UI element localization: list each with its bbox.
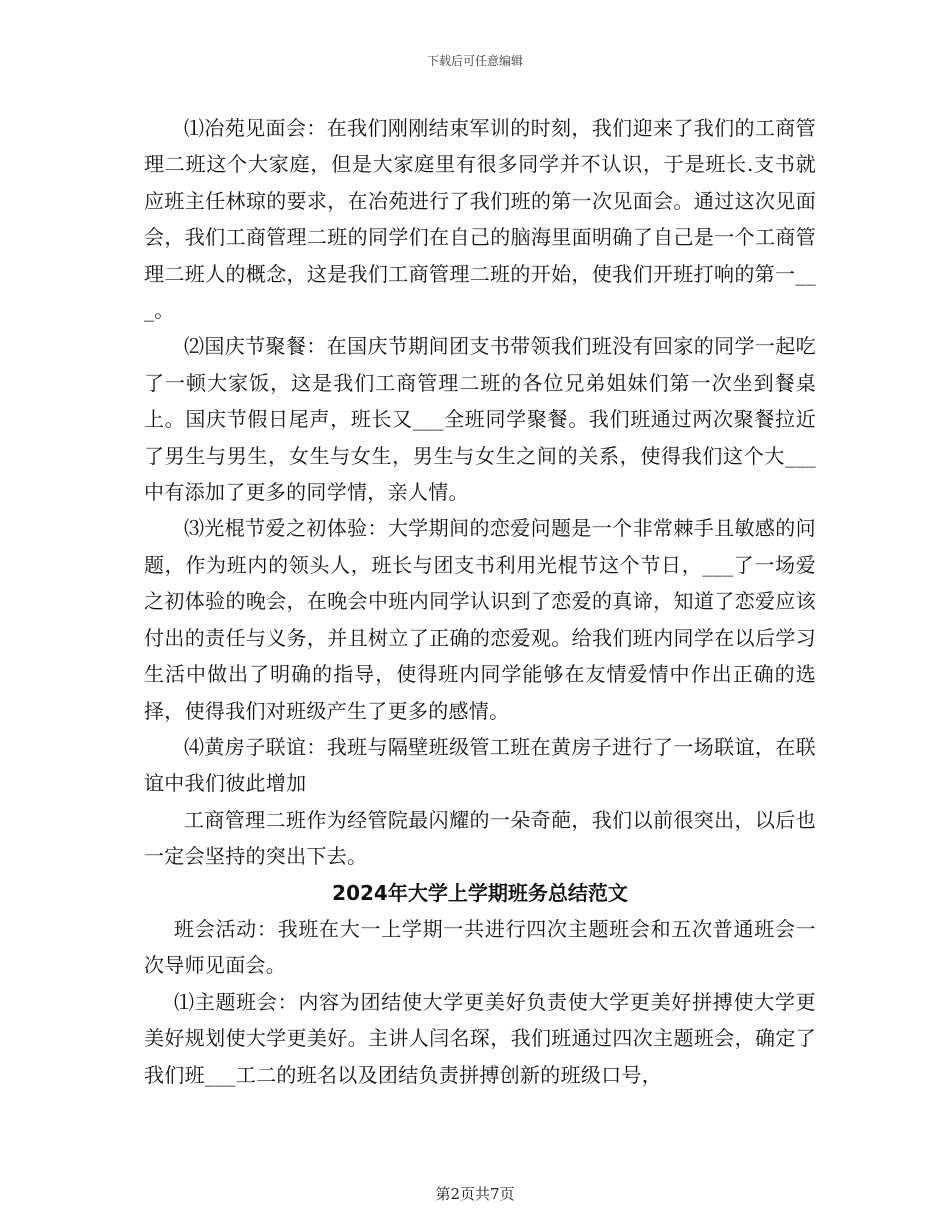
paragraph-singles-day-event: ⑶光棍节爱之初体验：大学期间的恋爱问题是一个非常棘手且敏感的问题，作为班内的领头人，班长与团支书利用光棍节这个节日，___了一场爱之初体验的晚会，在晚会中班内同学认识到了恋爱的真谛，知道了恋爱应该付出的责任与义务，并且树立了正确的恋爱观。给我们班内同学在以后学习生活中做出了明确的指导，使得班内同学能够在友情爱情中作出正确的选择，使得我们对班级产生了更多的感情。: [144, 516, 816, 723]
paragraph-class-meeting-activities: 班会活动：我班在大一上学期一共进行四次主题班会和五次普通班会一次导师见面会。: [144, 916, 816, 978]
paragraph-closing-remark: 工商管理二班作为经管院最闪耀的一朵奇葩，我们以前很突出，以后也一定会坚持的突出下去。: [144, 807, 816, 869]
document-body: [144, 110, 816, 1093]
paragraph-yeyuan-meeting: ⑴冶苑见面会：在我们刚刚结束军训的时刻，我们迎来了我们的工商管理二班这个大家庭，但是大家庭里有很多同学并不认识，于是班长.支书就应班主任林琼的要求，在冶苑进行了我们班的第一次见面会。通过这次见面会，我们工商管理二班的同学们在自己的脑海里面明确了自己是一个工商管理二班人的概念，这是我们工商管理二班的开始，使我们开班打响的第一___。: [144, 116, 816, 323]
page-header-note: 下载后可任意编辑: [426, 54, 523, 68]
paragraph-national-day-dinner: ⑵国庆节聚餐：在国庆节期间团支书带领我们班没有回家的同学一起吃了一顿大家饭，这是我们工商管理二班的各位兄弟姐妹们第一次坐到餐桌上。国庆节假日尾声，班长又___全班同学聚餐。我们班通过两次聚餐拉近了男生与男生，女生与女生，男生与女生之间的关系，使得我们这个大___中有添加了更多的同学情，亲人情。: [144, 334, 816, 505]
section-title: 2024年大学上学期班务总结范文: [332, 880, 628, 905]
paragraph-theme-meeting: ⑴主题班会：内容为团结使大学更美好负责使大学更美好拼搏使大学更美好规划使大学更美好。主讲人闫名琛，我们班通过四次主题班会，确定了我们班___工二的班名以及团结负责拼搏创新的班级口号，: [144, 989, 816, 1087]
paragraph-yellow-house-social: ⑷黄房子联谊：我班与隔壁班级管工班在黄房子进行了一场联谊，在联谊中我们彼此增加: [144, 734, 816, 796]
page-number: 第2页共7页: [435, 1185, 515, 1203]
